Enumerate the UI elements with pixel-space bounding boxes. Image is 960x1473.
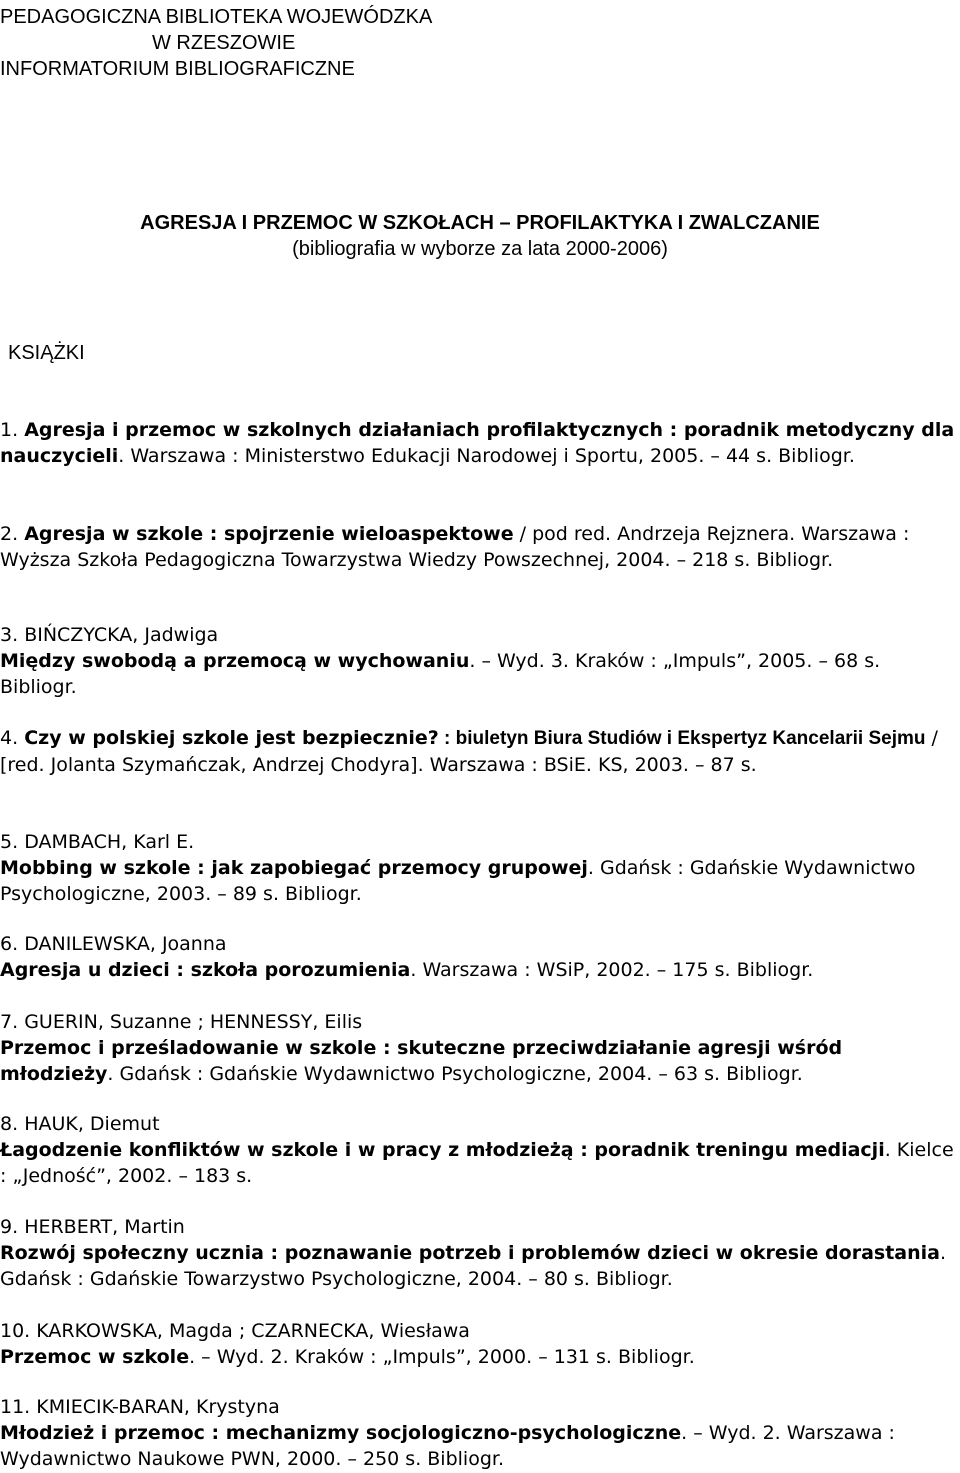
- bibliography-entry: [0, 829, 956, 907]
- bibliography-entry: [0, 1111, 956, 1189]
- entry-title: Mobbing w szkole : jak zapobiegać przemocy grupowej: [0, 857, 588, 879]
- entry-author: GUERIN, Suzanne ; HENNESSY, Eilis: [24, 1011, 363, 1033]
- library-name: PEDAGOGICZNA BIBLIOTEKA WOJEWÓDZKA: [0, 6, 433, 28]
- entry-author: HERBERT, Martin: [24, 1216, 185, 1238]
- entry-title: Czy w polskiej szkole jest bezpiecznie?: [24, 727, 439, 749]
- entry-details: . Gdańsk : Gdańskie Towarzystwo Psychologiczne, 2004. – 80 s. Bibliogr.: [0, 1242, 947, 1290]
- bibliography-entry: [0, 521, 956, 573]
- bibliography-entry: [0, 1318, 956, 1370]
- entry-author: BIŃCZYCKA, Jadwiga: [24, 624, 219, 646]
- entry-title: Młodzież i przemoc : mechanizmy socjologiczno-psychologiczne: [0, 1422, 682, 1444]
- bibliography-entry: [0, 1394, 956, 1472]
- entry-details: . Gdańsk : Gdańskie Wydawnictwo Psychologiczne, 2004. – 63 s. Bibliogr.: [107, 1063, 803, 1085]
- entry-number: 10.: [0, 1320, 31, 1342]
- entry-details: . Gdańsk : Gdańskie Wydawnictwo Psychologiczne, 2003. – 89 s. Bibliogr.: [0, 857, 916, 905]
- entry-author: DAMBACH, Karl E.: [24, 831, 195, 853]
- library-city: W RZESZOWIE: [152, 32, 296, 54]
- entry-number: 5.: [0, 831, 19, 853]
- entry-title: Agresja i przemoc w szkolnych działaniach profilaktycznych : poradnik metodyczny dla nauczycieli: [0, 419, 955, 467]
- entry-details: . Warszawa : WSiP, 2002. – 175 s. Bibliogr.: [410, 959, 814, 981]
- entry-details: . Kielce : „Jedność”, 2002. – 183 s.: [0, 1139, 954, 1187]
- page-title: [0, 210, 960, 236]
- entry-author: HAUK, Diemut: [24, 1113, 160, 1135]
- entry-number: 4.: [0, 727, 19, 749]
- entry-author: DANILEWSKA, Joanna: [24, 933, 227, 955]
- entry-subtitle: : biuletyn Biura Studiów i Ekspertyz Kancelarii Sejmu: [438, 728, 926, 749]
- entry-number: 1.: [0, 419, 19, 441]
- entry-author: KMIECIK-BARAN, Krystyna: [36, 1396, 280, 1418]
- bibliography-entry: [0, 931, 956, 983]
- bibliography-entry: [0, 1009, 956, 1087]
- entry-number: 9.: [0, 1216, 19, 1238]
- entry-number: 3.: [0, 624, 19, 646]
- bibliography-entry: [0, 417, 956, 469]
- entry-number: 2.: [0, 523, 19, 545]
- entry-number: 8.: [0, 1113, 19, 1135]
- entry-title: Łagodzenie konfliktów w szkole i w pracy z młodzieżą : poradnik treningu mediacji: [0, 1139, 885, 1161]
- page-subtitle: (bibliografia w wyborze za lata 2000-2006): [292, 238, 668, 260]
- entry-title: Między swobodą a przemocą w wychowaniu: [0, 650, 470, 672]
- entry-title: Agresja w szkole : spojrzenie wieloaspektowe: [24, 523, 514, 545]
- entry-details: / pod red. Andrzeja Rejznera. Warszawa : Wyższa Szkoła Pedagogiczna Towarzystwa Wiedzy Powszechnej, 2004. – 218 s. Bibliogr.: [0, 523, 910, 571]
- entry-details: / [red. Jolanta Szymańczak, Andrzej Chodyra]. Warszawa : BSiE. KS, 2003. – 87 s.: [0, 727, 938, 776]
- entry-details: . – Wyd. 2. Warszawa : Wydawnictwo Naukowe PWN, 2000. – 250 s. Bibliogr.: [0, 1422, 895, 1470]
- library-department: INFORMATORIUM BIBLIOGRAFICZNE: [0, 58, 355, 80]
- entry-author: KARKOWSKA, Magda ; CZARNECKA, Wiesława: [36, 1320, 470, 1342]
- entry-title: Rozwój społeczny ucznia : poznawanie potrzeb i problemów dzieci w okresie dorastania: [0, 1242, 940, 1264]
- entry-title: Agresja u dzieci : szkoła porozumienia: [0, 959, 411, 981]
- entry-title: Przemoc w szkole: [0, 1346, 190, 1368]
- entry-details: . Warszawa : Ministerstwo Edukacji Narodowej i Sportu, 2005. – 44 s. Bibliogr.: [118, 445, 855, 467]
- entry-title: Przemoc i prześladowanie w szkole : skuteczne przeciwdziałanie agresji wśród młodzieży: [0, 1037, 843, 1085]
- entry-details: . – Wyd. 3. Kraków : „Impuls”, 2005. – 68 s. Bibliogr.: [0, 650, 881, 698]
- entry-number: 6.: [0, 933, 19, 955]
- bibliography-entry: [0, 622, 956, 700]
- section-heading: KSIĄŻKI: [8, 342, 85, 364]
- entry-number: 7.: [0, 1011, 19, 1033]
- entry-number: 11.: [0, 1396, 31, 1418]
- title-main: AGRESJA I PRZEMOC W SZKOŁACH – PROFILAKTYKA I ZWALCZANIE: [140, 212, 820, 234]
- bibliography-entry: [0, 725, 956, 778]
- entry-details: . – Wyd. 2. Kraków : „Impuls”, 2000. – 131 s. Bibliogr.: [189, 1346, 695, 1368]
- bibliography-entry: [0, 1214, 956, 1292]
